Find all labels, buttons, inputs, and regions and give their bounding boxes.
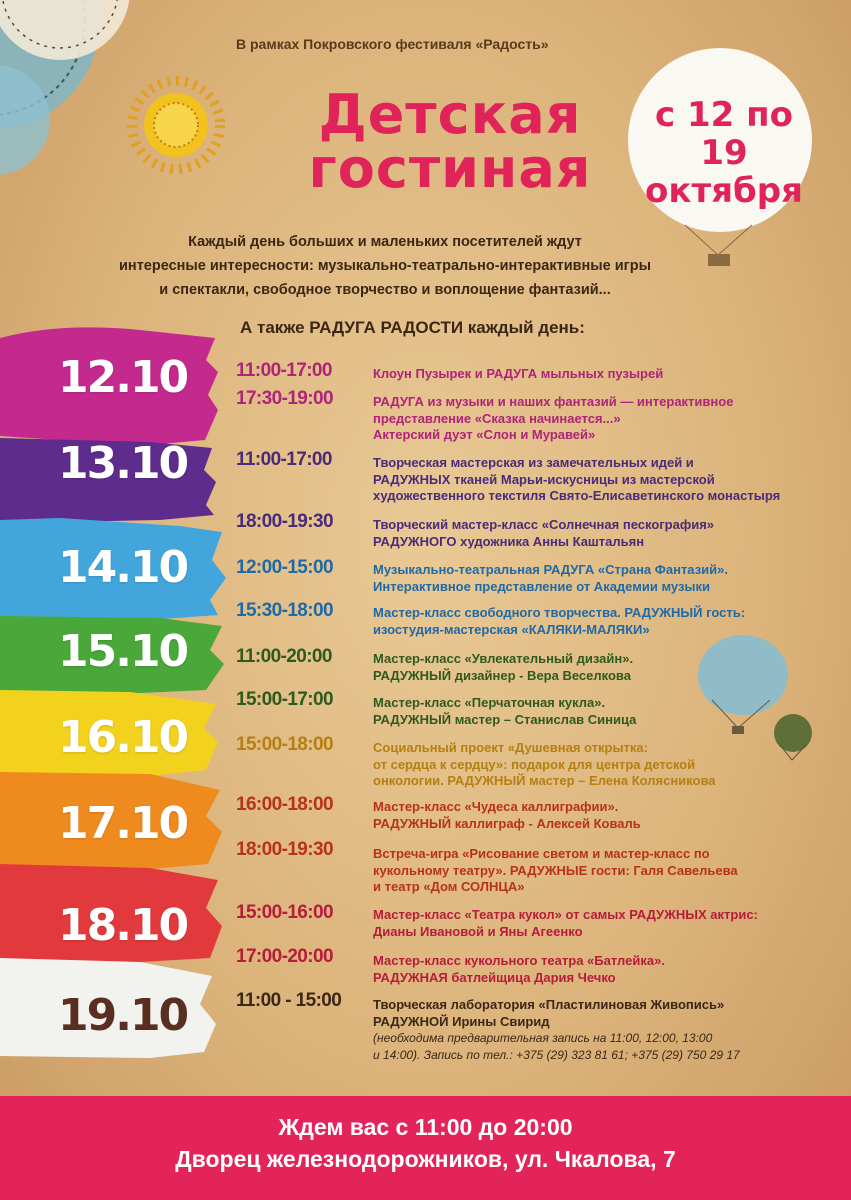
day-label: 14.10 <box>58 542 188 593</box>
event-line: представление «Сказка начинается...» <box>373 410 621 426</box>
dates-badge-line: с 12 по 19 <box>655 95 793 173</box>
event-line: Мастер-класс «Театра кукол» от самых РАДУЖНЫХ актрис: <box>373 907 758 922</box>
event-line: РАДУЖНОЙ Ирины Свирид <box>373 1013 550 1029</box>
day-label: 16.10 <box>58 712 188 763</box>
intro-line: Каждый день больших и маленьких посетителей ждут <box>188 234 582 250</box>
footer-bar <box>0 1096 851 1200</box>
event-line: художественного текстиля Свято-Елисаветинского монастыря <box>373 488 781 503</box>
festival-line: В рамках Покровского фестиваля «Радость» <box>236 36 549 52</box>
event-description <box>373 953 823 986</box>
event-line: Творческая лаборатория «Пластилиновая Живопись» <box>373 997 725 1012</box>
event-time: 12:00-15:00 <box>236 557 333 578</box>
event-line: РАДУГА из музыки и наших фантазий — интерактивное <box>373 394 734 409</box>
event-line: Мастер-класс «Увлекательный дизайн». <box>373 651 634 666</box>
event-line: онкологии. РАДУЖНЫЙ мастер – Елена Колясникова <box>373 773 716 788</box>
event-description <box>373 799 823 832</box>
intro-text <box>40 230 730 302</box>
event-description <box>373 907 823 940</box>
event-time: 17:00-20:00 <box>236 946 333 967</box>
event-description <box>373 394 823 444</box>
day-label: 18.10 <box>58 900 188 951</box>
event-description <box>373 455 823 505</box>
event-note-line: (необходима предварительная запись на 11:00, 12:00, 13:00 <box>373 1031 713 1045</box>
event-line: РАДУЖНАЯ батлейщица Дария Чечко <box>373 969 616 985</box>
event-line: Дианы Ивановой и Яны Агеенко <box>373 923 583 939</box>
day-label: 12.10 <box>58 352 188 403</box>
event-time: 11:00-20:00 <box>236 646 332 667</box>
event-description <box>373 997 823 1063</box>
event-time: 15:00-18:00 <box>236 734 333 755</box>
event-note-line: и 14:00). Запись по тел.: +375 (29) 323 81 61; +375 (29) 750 29 17 <box>373 1047 740 1062</box>
event-description <box>373 846 823 896</box>
event-line: Мастер-класс кукольного театра «Батлейка». <box>373 953 665 968</box>
day-label: 13.10 <box>58 438 188 489</box>
intro-line: интересные интересности: музыкально-театрально-интерактивные игры <box>119 258 651 274</box>
event-description <box>373 605 823 638</box>
event-line: и театр «Дом СОЛНЦА» <box>373 879 525 894</box>
event-time: 16:00-18:00 <box>236 794 333 815</box>
day-label: 19.10 <box>58 990 188 1041</box>
footer-hours: Ждем вас с 11:00 до 20:00 <box>278 1114 573 1140</box>
event-description <box>373 517 823 550</box>
event-time: 15:30-18:00 <box>236 600 333 621</box>
event-line: Мастер-класс «Чудеса каллиграфии». <box>373 799 619 814</box>
title-line: Детская <box>318 83 582 146</box>
event-line: изостудия-мастерская «КАЛЯКИ-МАЛЯКИ» <box>373 621 650 637</box>
sun-icon <box>132 81 220 169</box>
event-description <box>373 651 823 684</box>
event-line: Музыкально-театральная РАДУГА «Страна Фантазий». <box>373 562 728 577</box>
event-description <box>373 695 823 728</box>
event-line: Творческий мастер-класс «Солнечная пескография» <box>373 517 715 532</box>
title-line: гостиная <box>308 137 592 200</box>
event-line: от сердца к сердцу»: подарок для центра детской <box>373 756 696 772</box>
event-line: Творческая мастерская из замечательных идей и <box>373 455 694 470</box>
event-line: РАДУЖНЫЙ каллиграф - Алексей Коваль <box>373 815 641 831</box>
event-description <box>373 366 823 383</box>
doodle-corner-icon <box>0 0 130 175</box>
event-time: 11:00-17:00 <box>236 360 332 381</box>
page-title <box>300 83 600 200</box>
event-time: 15:00-17:00 <box>236 689 333 710</box>
event-line: РАДУЖНЫЙ мастер – Станислав Синица <box>373 711 637 727</box>
event-description <box>373 740 823 790</box>
day-label: 15.10 <box>58 626 188 677</box>
dates-badge-line: октября <box>645 171 803 211</box>
event-line: Клоун Пузырек и РАДУГА мыльных пузырей <box>373 366 664 381</box>
dates-badge <box>640 96 808 210</box>
event-description <box>373 562 823 595</box>
day-label: 17.10 <box>58 798 188 849</box>
event-time: 11:00 - 15:00 <box>236 990 342 1011</box>
event-time: 18:00-19:30 <box>236 839 333 860</box>
event-line: Социальный проект «Душевная открытка: <box>373 740 648 755</box>
event-line: РАДУЖНОГО художника Анны Каштальян <box>373 533 645 549</box>
event-time: 18:00-19:30 <box>236 511 333 532</box>
event-line: кукольному театру». РАДУЖНЫЕ гости: Галя Савельева <box>373 862 738 878</box>
event-line: Актерский дуэт «Слон и Муравей» <box>373 427 596 442</box>
footer-address: Дворец железнодорожников, ул. Чкалова, 7 <box>175 1146 676 1172</box>
event-time: 15:00-16:00 <box>236 902 333 923</box>
event-line: РАДУЖНЫЙ дизайнер - Вера Веселкова <box>373 667 631 683</box>
event-line: Интерактивное представление от Академии музыки <box>373 578 711 594</box>
event-line: Мастер-класс свободного творчества. РАДУЖНЫЙ гость: <box>373 605 746 620</box>
subheading: А также РАДУГА РАДОСТИ каждый день: <box>240 318 585 337</box>
event-time: 17:30-19:00 <box>236 388 333 409</box>
event-line: РАДУЖНЫХ тканей Марьи-искусницы из мастерской <box>373 471 715 487</box>
event-line: Встреча-игра «Рисование светом и мастер-класс по <box>373 846 710 861</box>
event-line: Мастер-класс «Перчаточная кукла». <box>373 695 606 710</box>
intro-line: и спектакли, свободное творчество и воплощение фантазий... <box>159 282 611 298</box>
event-time: 11:00-17:00 <box>236 449 332 470</box>
